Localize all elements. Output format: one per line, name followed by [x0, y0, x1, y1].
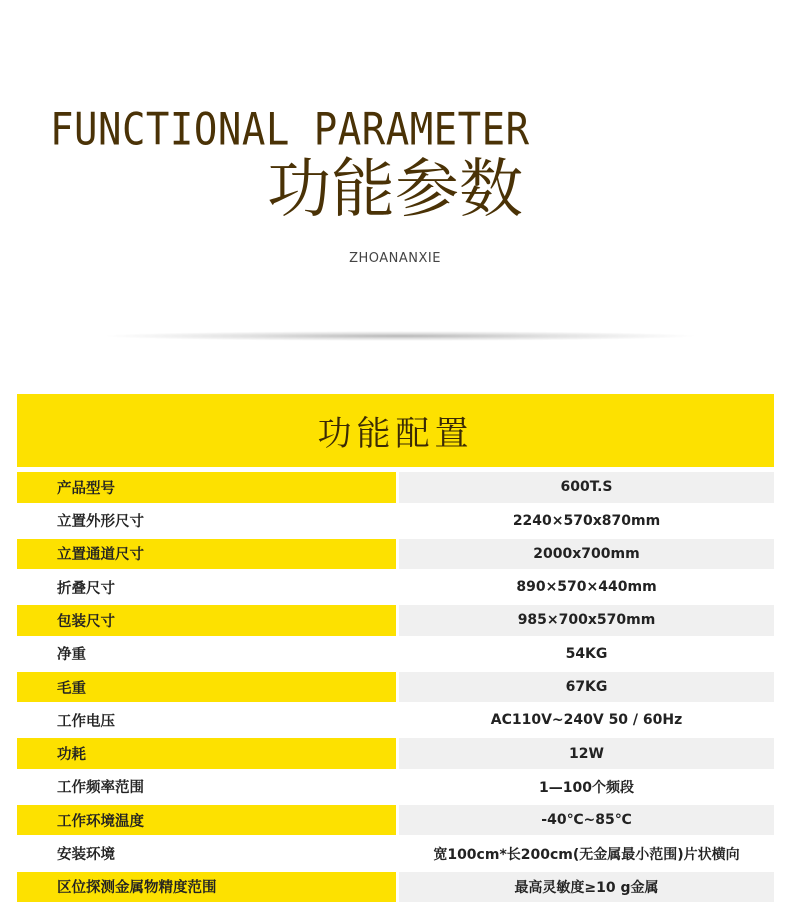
spec-label: 区位探测金属物精度范围 [17, 872, 396, 903]
spec-row [17, 572, 774, 603]
spec-value: 2000x700mm [399, 539, 774, 570]
spec-value: AC110V~240V 50 / 60Hz [399, 705, 774, 736]
spec-value: 最高灵敏度≥10 g金属 [399, 872, 774, 903]
decorative-text-block [188, 271, 602, 313]
spec-row [17, 772, 774, 803]
spec-row [17, 872, 774, 903]
spec-value: 600T.S [399, 472, 774, 503]
spec-row [17, 705, 774, 736]
spec-panel-title: 功能配置 [317, 414, 474, 454]
hero-title-en: FUNCTIONAL PARAMETER [50, 104, 530, 156]
spec-row [17, 672, 774, 703]
spec-row [17, 838, 774, 869]
spec-value: 54KG [399, 638, 774, 669]
spec-table [17, 472, 774, 905]
spec-label: 功耗 [17, 738, 396, 769]
spec-label: 立置外形尺寸 [17, 505, 396, 536]
spec-label: 工作频率范围 [17, 772, 396, 803]
spec-value: 12W [399, 738, 774, 769]
spec-row [17, 738, 774, 769]
spec-label: 立置通道尺寸 [17, 539, 396, 570]
spec-value: 890×570×440mm [399, 572, 774, 603]
spec-panel-header [17, 394, 774, 467]
spec-value: 2240×570x870mm [399, 505, 774, 536]
spec-label: 净重 [17, 638, 396, 669]
spec-row [17, 638, 774, 669]
spec-value: -40℃~85℃ [399, 805, 774, 836]
spec-label: 工作环境温度 [17, 805, 396, 836]
spec-value: 67KG [399, 672, 774, 703]
spec-row [17, 472, 774, 503]
hero-subtitle: ZHOANANXIE [349, 251, 441, 266]
spec-label: 安装环境 [17, 838, 396, 869]
spec-row [17, 605, 774, 636]
spec-value: 宽100cm*长200cm(无金属最小范围)片状横向 [399, 838, 774, 869]
spec-label: 工作电压 [17, 705, 396, 736]
decorative-shadow-divider [100, 331, 700, 341]
spec-value: 985×700x570mm [399, 605, 774, 636]
spec-label: 毛重 [17, 672, 396, 703]
spec-row [17, 805, 774, 836]
spec-label: 折叠尺寸 [17, 572, 396, 603]
hero-title-cn: 功能参数 [267, 153, 523, 227]
spec-value: 1—100个频段 [399, 772, 774, 803]
spec-label: 包装尺寸 [17, 605, 396, 636]
spec-label: 产品型号 [17, 472, 396, 503]
spec-row [17, 539, 774, 570]
spec-row [17, 505, 774, 536]
